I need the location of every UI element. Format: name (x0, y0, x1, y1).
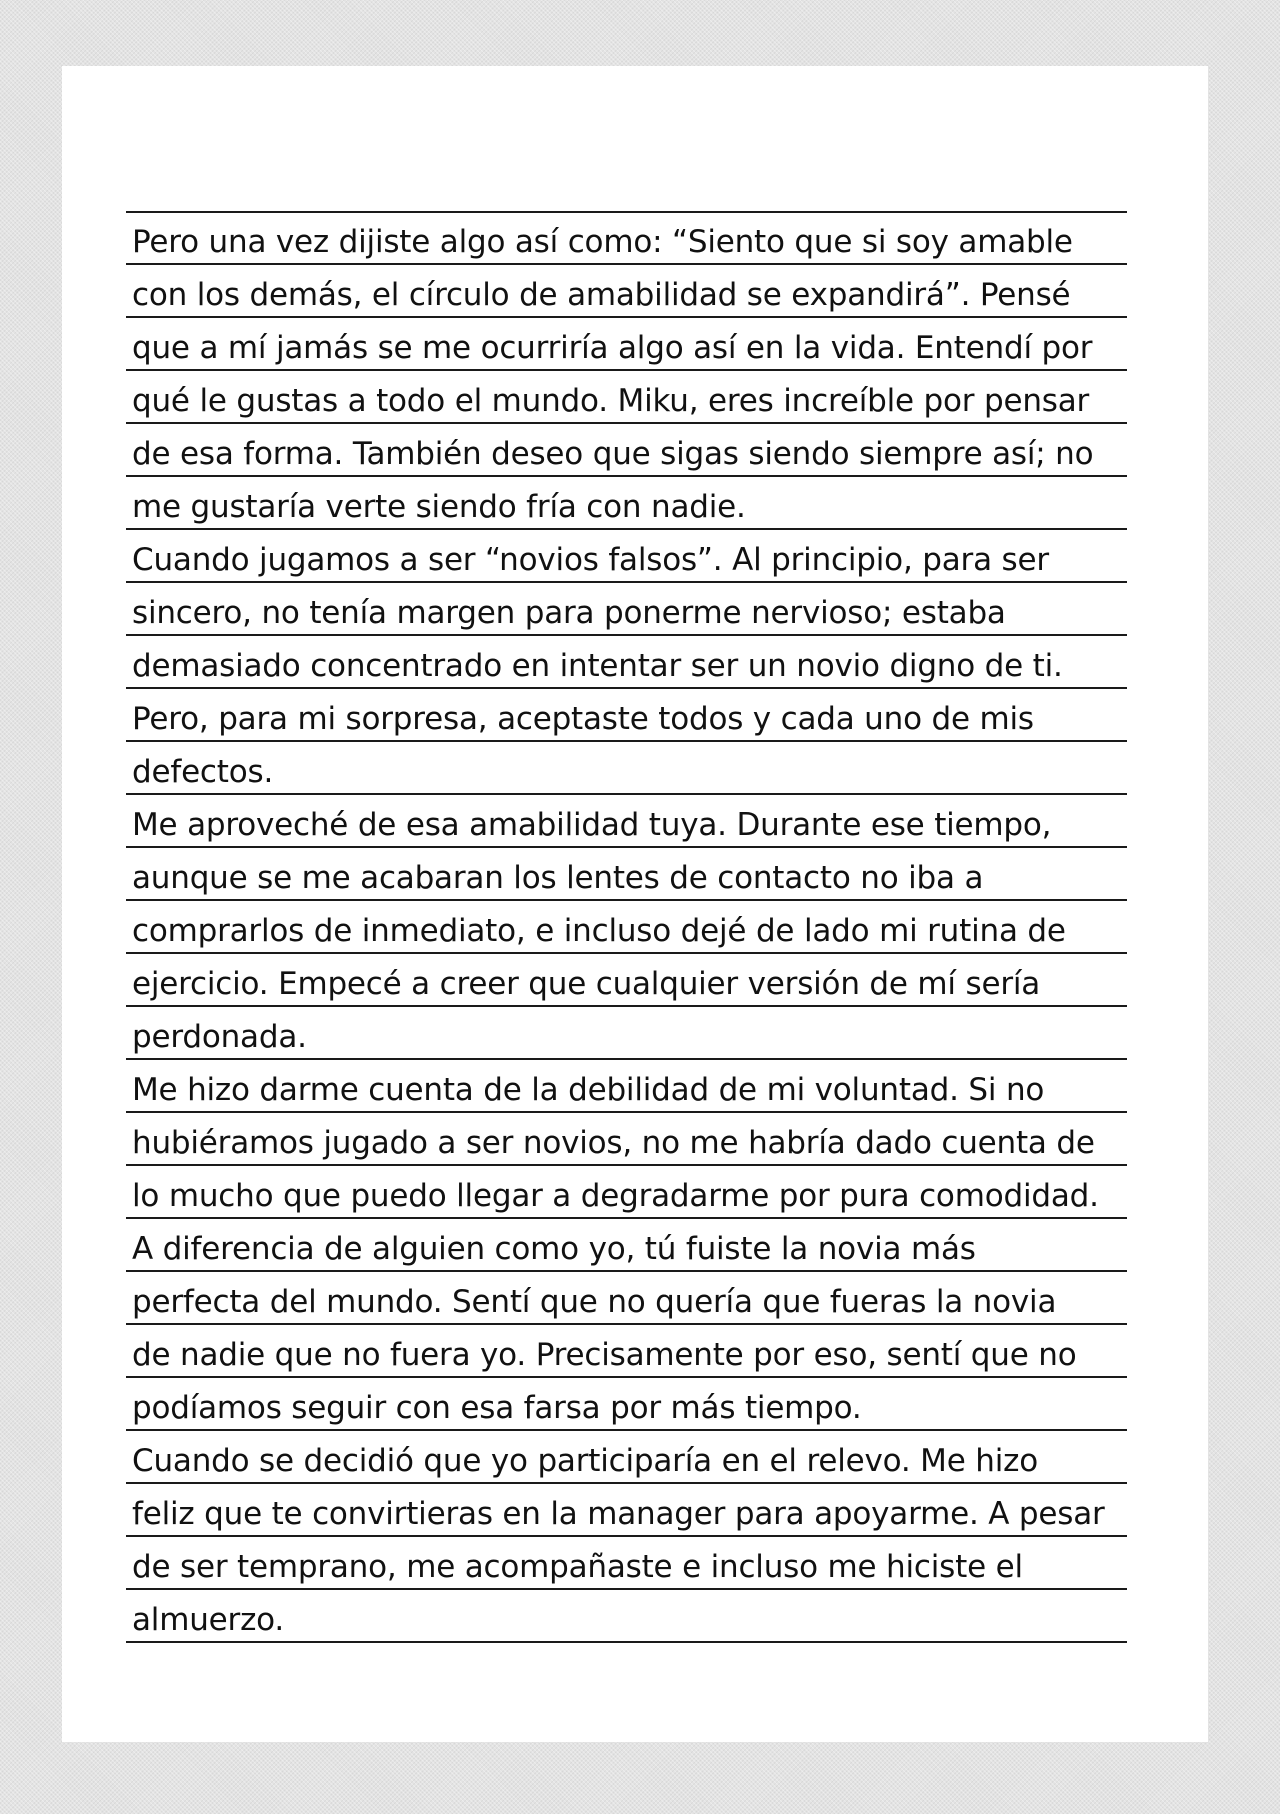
letter-line-text: Cuando jugamos a ser “novios falsos”. Al principio, para ser (132, 541, 1049, 578)
letter-line (126, 1114, 1127, 1166)
letter-line-text: sincero, no tenía margen para ponerme nervioso; estaba (132, 594, 1006, 631)
letter-line (126, 1485, 1127, 1537)
letter-line (126, 478, 1127, 530)
letter-line-text: feliz que te convirtieras en la manager para apoyarme. A pesar (132, 1495, 1105, 1532)
letter-line (126, 1220, 1127, 1272)
letter-line (126, 637, 1127, 689)
letter-line-text: podíamos seguir con esa farsa por más tiempo. (132, 1389, 862, 1426)
letter-line-text: Me hizo darme cuenta de la debilidad de mi voluntad. Si no (132, 1071, 1045, 1108)
letter-line (126, 1167, 1127, 1219)
letter-line (126, 955, 1127, 1007)
letter-line (126, 1379, 1127, 1431)
letter-line-text: A diferencia de alguien como yo, tú fuiste la novia más (132, 1230, 976, 1267)
letter-line-text: lo mucho que puedo llegar a degradarme por pura comodidad. (132, 1177, 1099, 1214)
letter-line-text: demasiado concentrado en intentar ser un novio digno de ti. (132, 647, 1063, 684)
letter-line-text: Me aproveché de esa amabilidad tuya. Durante ese tiempo, (132, 806, 1052, 843)
letter-line (126, 372, 1127, 424)
lined-letter (126, 211, 1127, 1644)
letter-line (126, 425, 1127, 477)
letter-line-text: con los demás, el círculo de amabilidad se expandirá”. Pensé (132, 276, 1071, 313)
letter-line-text: de esa forma. También deseo que sigas siendo siempre así; no (132, 435, 1094, 472)
letter-line-text: comprarlos de inmediato, e incluso dejé de lado mi rutina de (132, 912, 1066, 949)
letter-line-text: almuerzo. (132, 1601, 285, 1638)
letter-page (62, 66, 1208, 1742)
letter-line (126, 213, 1127, 265)
letter-line (126, 319, 1127, 371)
letter-line (126, 690, 1127, 742)
letter-line-text: Cuando se decidió que yo participaría en el relevo. Me hizo (132, 1442, 1038, 1479)
letter-line-text: que a mí jamás se me ocurriría algo así en la vida. Entendí por (132, 329, 1093, 366)
letter-line (126, 1273, 1127, 1325)
letter-line-text: de nadie que no fuera yo. Precisamente por eso, sentí que no (132, 1336, 1077, 1373)
letter-line-text: hubiéramos jugado a ser novios, no me habría dado cuenta de (132, 1124, 1095, 1161)
letter-line (126, 796, 1127, 848)
letter-line-text: aunque se me acabaran los lentes de contacto no iba a (132, 859, 984, 896)
letter-line (126, 1591, 1127, 1643)
letter-line (126, 1008, 1127, 1060)
letter-line-text: perdonada. (132, 1018, 307, 1055)
letter-line (126, 1061, 1127, 1113)
letter-line (126, 1326, 1127, 1378)
letter-line-text: me gustaría verte siendo fría con nadie. (132, 488, 746, 525)
letter-line-text: Pero, para mi sorpresa, aceptaste todos y cada uno de mis (132, 700, 1034, 737)
letter-line-text: ejercicio. Empecé a creer que cualquier versión de mí sería (132, 965, 1041, 1002)
letter-line-text: qué le gustas a todo el mundo. Miku, eres increíble por pensar (132, 382, 1090, 419)
letter-line (126, 849, 1127, 901)
letter-line-text: defectos. (132, 753, 274, 790)
letter-line (126, 584, 1127, 636)
letter-line (126, 266, 1127, 318)
letter-line (126, 1538, 1127, 1590)
letter-line-text: perfecta del mundo. Sentí que no quería que fueras la novia (132, 1283, 1057, 1320)
letter-line-text: de ser temprano, me acompañaste e incluso me hiciste el (132, 1548, 1023, 1585)
letter-line-text: Pero una vez dijiste algo así como: “Siento que si soy amable (132, 223, 1073, 260)
letter-line (126, 531, 1127, 583)
letter-line (126, 902, 1127, 954)
letter-line (126, 743, 1127, 795)
letter-line (126, 1432, 1127, 1484)
